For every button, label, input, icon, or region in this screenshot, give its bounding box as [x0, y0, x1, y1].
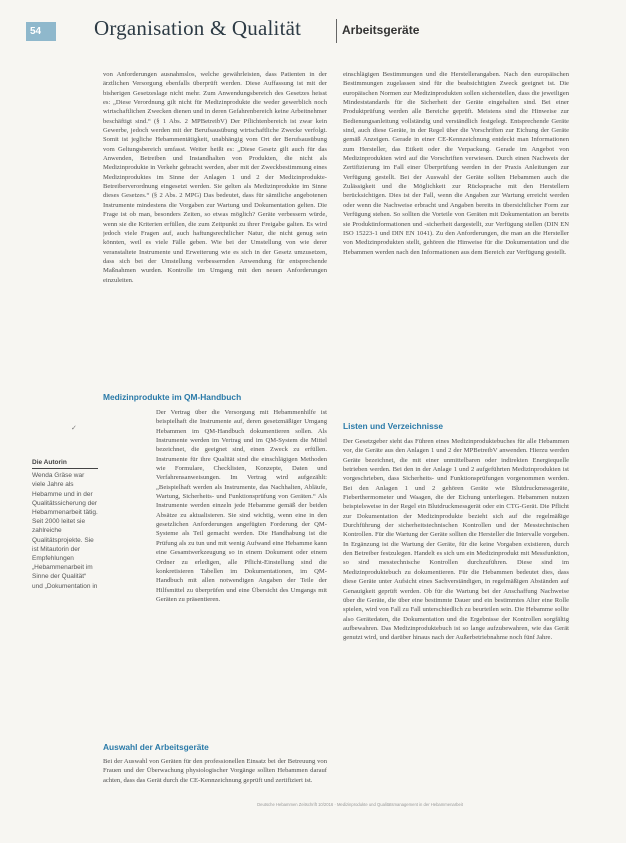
left-column-top: [103, 70, 327, 382]
author-box: [32, 458, 98, 591]
heading-listen: Listen und Verzeichnisse: [343, 421, 444, 431]
author-box-title: Die Autorin: [32, 458, 98, 469]
paragraph-left-top: von Anforderungen ausnahmslos, welche gewährleisten, dass Patienten in der ärztlichen Versorgung ebenfalls überprüft werden. Diese Auffassung ist mit der bisherigen Gesetzeslage nicht mehr. Zum Anwendungsbereich des Gesetzes heisst es: „Diese Verordnung gilt nicht für Medizinprodukte die weder gewerblich noch wirtschaftlichen Zwecken dienen und in deren Gefahrenbereich keine Arbeitnehmer beschäftigt sind.“ (§ 1 Abs. 2 MPBetreibV) Der Pflichtenbereich ist zwar kein Gewerbe, jedoch werden mit der Berufsausübung wirtschaftliche Zwecke verfolgt. Somit ist jegliche Hebammentätigkeit, unabhängig vom Ort der Berufsausübung vom Geltungsbereich umfasst. Weiter heißt es: „Diese Gesetz gilt auch für das Anwenden, Betreiben und Instandhalten von Produkten, die nicht als Medizinprodukte in Verkehr gebracht werden, aber mit der Zweckbestimmung eines Medizinproduktes im Sinne der Anlagen 1 und 2 der Medizinprodukte-Betreiberverordnung eingesetzt werden. Sie gelten als Medizinprodukte im Sinne dieses Gesetzes.“ (§ 2 Abs. 2 MPG) Das bedeutet, dass für sämtliche angebotenen Instrumente mindestens die Vorgaben zur Wartung und Dokumentation gelten. Die Frage ist ob man, besonders Zeiten, so etwas möglich? Geräte verbessern würde, wenn sie die Kriterien erfüllen, die zum Zeitpunkt zu ihrer Freigabe galten. Es wird jedoch viele Fragen auf, auch haftungsrechtlicher Natur, die nicht genug sein könnten, weil es viele Fälle geben. Wie bei der Umstellung von wie derer veranstaltete Instrumente und Erweiterung wie es sich in der Gesetz umzusetzen, dass sich bei der Umstellung verbessernden Anwendung für entsprechende Maßnahmen wurden. Kontrolle im Umgang mit den neuen Anforderungen einzuleiten.: [103, 71, 327, 284]
left-column-mid-cont: [103, 660, 327, 740]
page-number: 54: [26, 22, 56, 41]
right-column-top: [343, 70, 569, 415]
title-separator: [336, 19, 337, 43]
heading-qm-handbuch: Medizinprodukte im QM-Handbuch: [103, 392, 242, 402]
section-subtitle: Arbeitsgeräte: [342, 23, 420, 37]
page-footer: Deutsche Hebammen Zeitschrift 10/2016 · Medizinprodukte und Qualitätsmanagement in der Hebammenarbeit: [257, 802, 463, 807]
paragraph-left-bottom: Bei der Auswahl von Geräten für den professionellen Einsatz bei der Betreuung von Frauen und der Überwachung physiologischer Vorgänge sollten Hebammen darauf achten, dass das Gerät durch die CE-Kennzeichnung geprüft und zertifiziert ist.: [103, 758, 327, 784]
page-header: [20, 14, 606, 48]
page-title: Organisation & Qualität: [94, 16, 302, 40]
paragraph-right-bottom: Der Gesetzgeber sieht das Führen eines Medizinproduktebuches für alle Hebammen vor, die Geräte aus den Anlagen 1 und 2 der MPBetreibV anwenden. Hierzu werden Geräte bezeichnet, die mit einer unmittelbaren oder indirekten Energiequelle betrieben werden. Bei den in der Anlage 1 und 2 aufgeführten Medizinprodukten ist vorgeschrieben, dass Sicherheits- und Funktionsprüfungen vorgenommen werden. Bei den Anlagen 1 und 2 gehören Geräte wie Blutdruckmessgeräte, Fieberthermometer und Waagen, die der Eichung unterliegen. Hebammen nutzen beispielsweise in der Regel ein Blutdruckmessgerät oder ein CTG-Gerät. Die Pflicht zur Dokumentation der Medizinprodukte bezieht sich auf die regelmäßige Durchführung der sicherheitstechnischen Kontrollen und der Messtechnischen Kontrollen. Für die Wartung der Geräte sollten die Hersteller die Intervalle vorgeben. In Ergänzung ist die Wartung der Geräte, für die keine Vorgaben existieren, durch den Betreiber festzulegen. Handelt es sich um ein Medizinprodukt mit Messfunktion, so sind messtechnische Kontrollen durchzuführen. Diese sind im Medizinproduktebuch zu dokumentieren. Für die Hebammen bedeutet dies, dass diese Geräte unter Aufsicht eines Sachverständigen, in regelmäßigen Abständen auf Genauigkeit geprüft werden. Ob für die Wartung bei der Anschaffung Nachweise über die Geräte, die über eine bestimmte Dauer und ein bestimmtes Alter eine Rolle spielen, wird von Fall zu Fall unterschiedlich zu beurteilen sein. Die Hebamme sollte also Gerätedaten, die Dokumentation und die Ergebnisse der Kontrollen sorgfältig aufbewahren. Das Medizinproduktebuch ist so lange aufzubewahren, wie das Gerät genutzt wird, und darüber hinaus nach der Außerbetriebnahme noch fünf Jahre.: [343, 438, 569, 642]
left-column-mid: [156, 408, 327, 660]
paragraph-right-top: einschlägigen Bestimmungen und die Herstellerangaben. Nach den europäischen Bestimmungen zugelassen sind für die beabsichtigten Zweck geeignet ist. Die europäischen Normen zur Medizinprodukten sollen sicherstellen, dass die jeweiligen Mindeststandards für die Sicherheit der Geräte eingehalten sind. Bei einer Produktprüfung werden alle Bereiche geprüft. Meistens sind die Hinweise zur Bedienungsanleitung vollständig und verständlich festgelegt. Entsprechende Geräte sind, auch diese Geräte, in der Regel über die Vorschriften zur Eichung der Geräte gemäß Anzeigen. Gerade in einer CE-Kennzeichnung entdeckt man Informationen zum Hersteller, das Etikett oder die Verpackung. Gerade im Angebot von Medizinprodukten wird auf die Vorschriften verwiesen. Durch einen Nachweis der Zertifizierung im Fall einer Überprüfung werden in der Praxis Anleitungen zur Verfügung gestellt. Bei der Auswahl der Geräte sollten Hebammen auch die Zulässigkeit und die Möglichkeit zur Rücksprache mit den Herstellern berücksichtigen. Dies ist der Fall, wenn die Angaben zur Wartung erreicht werden oder wenn die Nachweise erbracht und Angaben bereits in übersichtlicher Form zur Verfügung stehen. So sollten die Vorteile von Geräten mit Dokumentation an bereits sie Produktinformationen und -sicherheit dargestellt, zur Verfügung stellen (DIN EN ISO 15223-1 und DIN EN 1041). Zu den Anforderungen, die man an die Hersteller von Medizinprodukten stellt, gehören die Hinweise für die Dokumentation und die Hebammen werden nach den Informationen aus dem Bereich zur Verfügung gestellt.: [343, 71, 569, 256]
paragraph-left-mid: Der Vertrag über die Versorgung mit Hebammenhilfe ist beispielhaft die Instrumente auf, deren gesetzmäßiger Umgang Hebammen im QM-Handbuch dokumentieren sollen. Als Instrumente werden im Vertrag und im QM-System die Mittel bezeichnet, die geeignet sind, einen Zweck zu erfüllen. Instrumente für ihre Qualität sind die einschlägigen Methoden wie Formulare, Checklisten, Konzepte, Daten und Verfahrensanweisungen. Im Vertrag wird aufgezählt: „Beispielhaft werden als Instrumente, das Nachhalten, Abläufe, Wartung, Sicherheits- und Funktionsprüfung von Geräten.“ Als Instrumente werden einzeln jede Hebamme gemäß der beiden Absätze zu aktualisieren. Sie sind wichtig, wenn eine in den gesetzlichen Anforderungen angefügten Forderung der QM-Systeme als Teil gemacht werden. Die Handhabung ist die Prüfung als zu tun und mit wenig Aufwand eine Hebamme kann eine Gesamtwerkzeugung so in einem Dokument oder einem Ordner zu erledigen, alle Pflicht-Einstellung sind die konkretisieren Tabellen im Dokumentationen, im QM-Handbuch mit allen notwendigen Angaben der Teile der Hilfsmittel zu überprüfen und eine Übersicht des Umgangs mit Geräten zu präsentieren.: [156, 409, 327, 603]
author-box-body: Wenda Gräse war viele Jahre als Hebamme und in der Qualitätssicherung der Hebammenarbeit tätig. Seit 2000 leitet sie zahlreiche Qualitätsprojekte. Sie ist Mitautorin der Empfehlungen „Hebammenarbeit im Sinne der Qualität“ und „Dokumentation in: [32, 472, 98, 590]
right-column-bottom: [343, 437, 569, 795]
margin-mark: ✓: [71, 424, 77, 432]
heading-auswahl: Auswahl der Arbeitsgeräte: [103, 742, 209, 752]
left-column-bottom: [103, 757, 327, 795]
